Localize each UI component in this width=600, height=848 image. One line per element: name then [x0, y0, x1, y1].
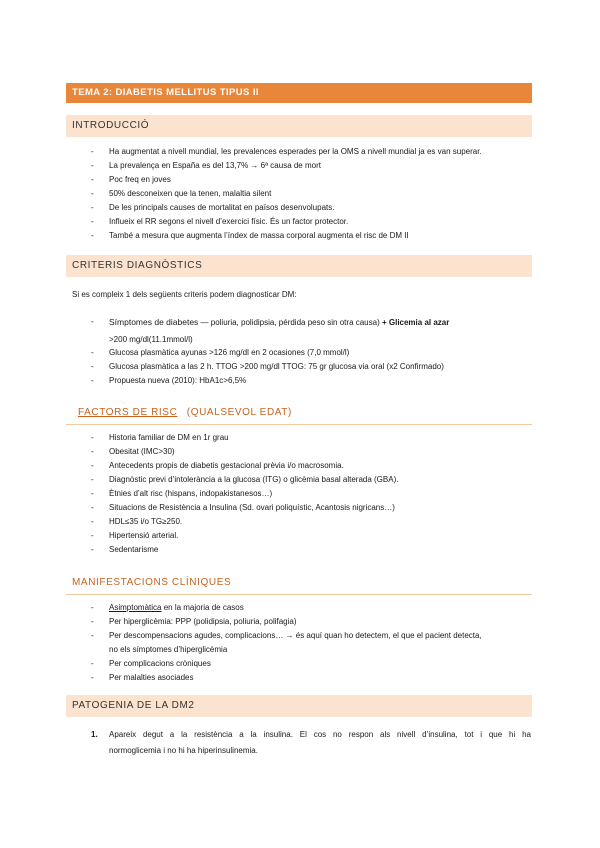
pathogeny-line-1: Apareix degut a la resistència a la insulina. El cos no respon als nivell d’insulina, tot i que hi ha	[109, 730, 531, 739]
list-number: 1.	[91, 730, 98, 739]
section-heading-introduccio: INTRODUCCIÓ	[66, 115, 532, 137]
section-heading-manifestacions: MANIFESTACIONS CLÍNIQUES	[66, 572, 532, 595]
criteria-intro: Si es compleix 1 dels següents criteris podem diagnosticar DM:	[72, 290, 297, 299]
pathogeny-line-2: normoglicemia i no hi ha hiperinsulinemia.	[109, 746, 258, 755]
document-page: TEMA 2: DIABETIS MELLITUS TIPUS II INTRODUCCIÓ - Ha augmentat a nivell mundial, les prevalences esperades per la OMS a nivell mundial ja es van superar. - La prevalença en España es del 13,7% → 6ª causa de mort - Poc freq en joves - 50% desconeixen que la tenen, malaltia silent - De les principals causes de mortalitat en països desenvolupats. - Influeix el RR segons el nivell d’exercici físic. És un factor protector. - També a mesura que augmenta l’índex de massa corporal augmenta el risc de DM II CRITERIS DIAGNÒSTICS Si es compleix 1 dels següents criteris podem diagnosticar DM: - Símptomes de diabetes — poliuria, polidipsia, pérdida peso sin otra causa) + Glicemia al azar >200 mg/dl(11.1mmol/l) - Glucosa plasmàtica ayunas >126 mg/dl en 2 ocasiones (7,0 mmol/l) - Glucosa plasmàtica a las 2 h. TTOG >200 mg/dl TTOG: 75 gr glucosa via oral (x2 Confirmado) - Propuesta nueva (2010): HbA1c>6,5% FACTORS DE RISC (QUALSEVOL EDAT) - Historia familiar de DM en 1r grau - Obesitat (IMC>30) - Antecedents propis de diabetis gestacional prèvia i/o macrosomia. - Diagnòstic previ d’intolerància a la glucosa (ITG) o glicèmia basal alterada (GBA). - Ètnies d’alt risc (hispans, indopakistanesos…) - Situacions de Resistència a Insulina (Sd. ovari poliquístic, Acantosis nigricans…) - HDL≤35 i/o TG≥250. - Hipertensió arterial. - Sedentarisme MANIFESTACIONS CLÍNIQUES - Asimptomàtica en la majoria de casos - Per hiperglicèmia: PPP (polidipsia, poliuria, polifagia) - Per descompensacions agudes, complicacions… → és aquí quan ho detectem, el que el pacient detecta, no els símptomes d’hiperglicèmia - Per complicacions cròniques - Per malalties asociades PATOGENIA DE LA DM2 1. Apareix degut a la resistència a la insulina. El cos no respon als nivell d’insulina, tot i que hi ha normoglicemia i no hi ha hiperinsulinemia.	[0, 0, 600, 848]
section-heading-factors-risc: FACTORS DE RISC (QUALSEVOL EDAT)	[66, 402, 532, 425]
section-heading-patogenia: PATOGENIA DE LA DM2	[66, 695, 532, 717]
document-title-bar	[66, 83, 532, 103]
section-heading-criteris: CRITERIS DIAGNÒSTICS	[66, 255, 532, 277]
document-title: TEMA 2: DIABETIS MELLITUS TIPUS II	[72, 87, 259, 98]
